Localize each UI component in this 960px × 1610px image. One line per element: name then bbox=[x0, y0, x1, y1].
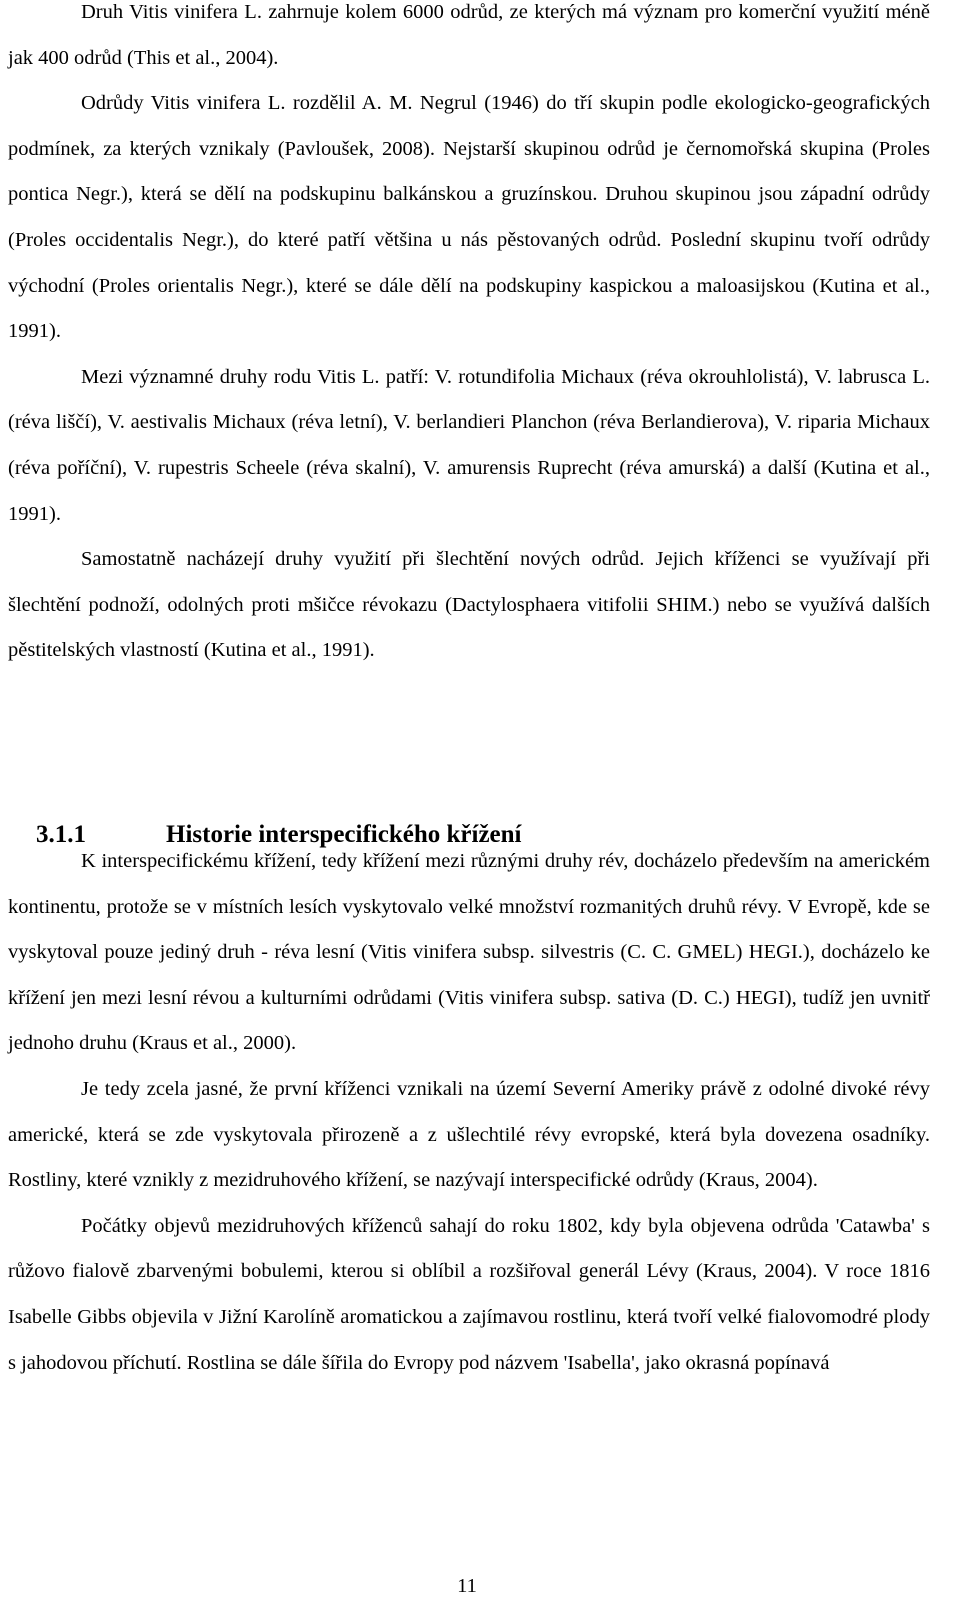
paragraph: K interspecifickému křížení, tedy křížení mezi různými druhy rév, docházelo především na americkém kontinentu, protože se v místních lesích vyskytovalo velké množství rozmanitých druhů révy. V Evropě, kde se vyskytoval pouze jediný druh - réva lesní (Vitis vinifera subsp. silvestris (C. C. GMEL) HEGI.), docházelo ke křížení jen mezi lesní révou a kulturními odrůdami (Vitis vinifera subsp. sativa (D. C.) HEGI), tudíž jen uvnitř jednoho druhu (Kraus et al., 2000). bbox=[8, 850, 930, 1055]
paragraph: Mezi významné druhy rodu Vitis L. patří: V. rotundifolia Michaux (réva okrouhlolistá), V. labrusca L. (réva liščí), V. aestivalis Michaux (réva letní), V. berlandieri Planchon (réva Berlandierova), V. riparia Michaux (réva poříční), V. rupestris Scheele (réva skalní), V. amurensis Ruprecht (réva amurská) a další (Kutina et al., 1991). bbox=[8, 365, 930, 525]
paragraph: Druh Vitis vinifera L. zahrnuje kolem 6000 odrůd, ze kterých má význam pro komerční využití méně jak 400 odrůd (This et al., 2004). bbox=[8, 1, 930, 69]
body-text-top bbox=[8, 0, 930, 674]
section-number: 3.1.1 bbox=[36, 821, 86, 848]
paragraph: Je tedy zcela jasné, že první kříženci vznikali na území Severní Ameriky právě z odolné divoké révy americké, která se zde vyskytovala přirozeně a z ušlechtilé révy evropské, která byla dovezena osadníky. Rostliny, které vznikly z mezidruhového křížení, se nazývají interspecifické odrůdy (Kraus, 2004). bbox=[8, 1077, 930, 1192]
paragraph: Počátky objevů mezidruhových kříženců sahají do roku 1802, kdy byla objevena odrůda 'Catawba' s růžovo fialově zbarvenými bobulemi, kterou si oblíbil a rozšiřoval generál Lévy (Kraus, 2004). V roce 1816 Isabelle Gibbs objevila v Jižní Karolíně aromatickou a zajímavou rostlinu, která tvoří velké fialovomodré plody s jahodovou příchutí. Rostlina se dále šířila do Evropy pod názvem 'Isabella', jako okrasná popínavá bbox=[8, 1214, 930, 1374]
page-number: 11 bbox=[457, 1575, 477, 1597]
paragraph: Samostatně nacházejí druhy využití při šlechtění nových odrůd. Jejich kříženci se využívají při šlechtění podnoží, odolných proti mšičce révokazu (Dactylosphaera vitifolii SHIM.) nebo se využívá dalších pěstitelských vlastností (Kutina et al., 1991). bbox=[8, 548, 930, 662]
body-text-bottom bbox=[8, 839, 930, 1386]
section-title: Historie interspecifického křížení bbox=[166, 821, 522, 848]
paragraph: Odrůdy Vitis vinifera L. rozdělil A. M. Negrul (1946) do tří skupin podle ekologicko-geografických podmínek, za kterých vznikaly (Pavloušek, 2008). Nejstarší skupinou odrůd je černomořská skupina (Proles pontica Negr.), která se dělí na podskupinu balkánskou a gruzínskou. Druhou skupinou jsou západní odrůdy (Proles occidentalis Negr.), do které patří většina u nás pěstovaných odrůd. Poslední skupinu tvoří odrůdy východní (Proles orientalis Negr.), které se dále dělí na podskupiny kaspickou a maloasijskou (Kutina et al., 1991). bbox=[8, 92, 930, 343]
